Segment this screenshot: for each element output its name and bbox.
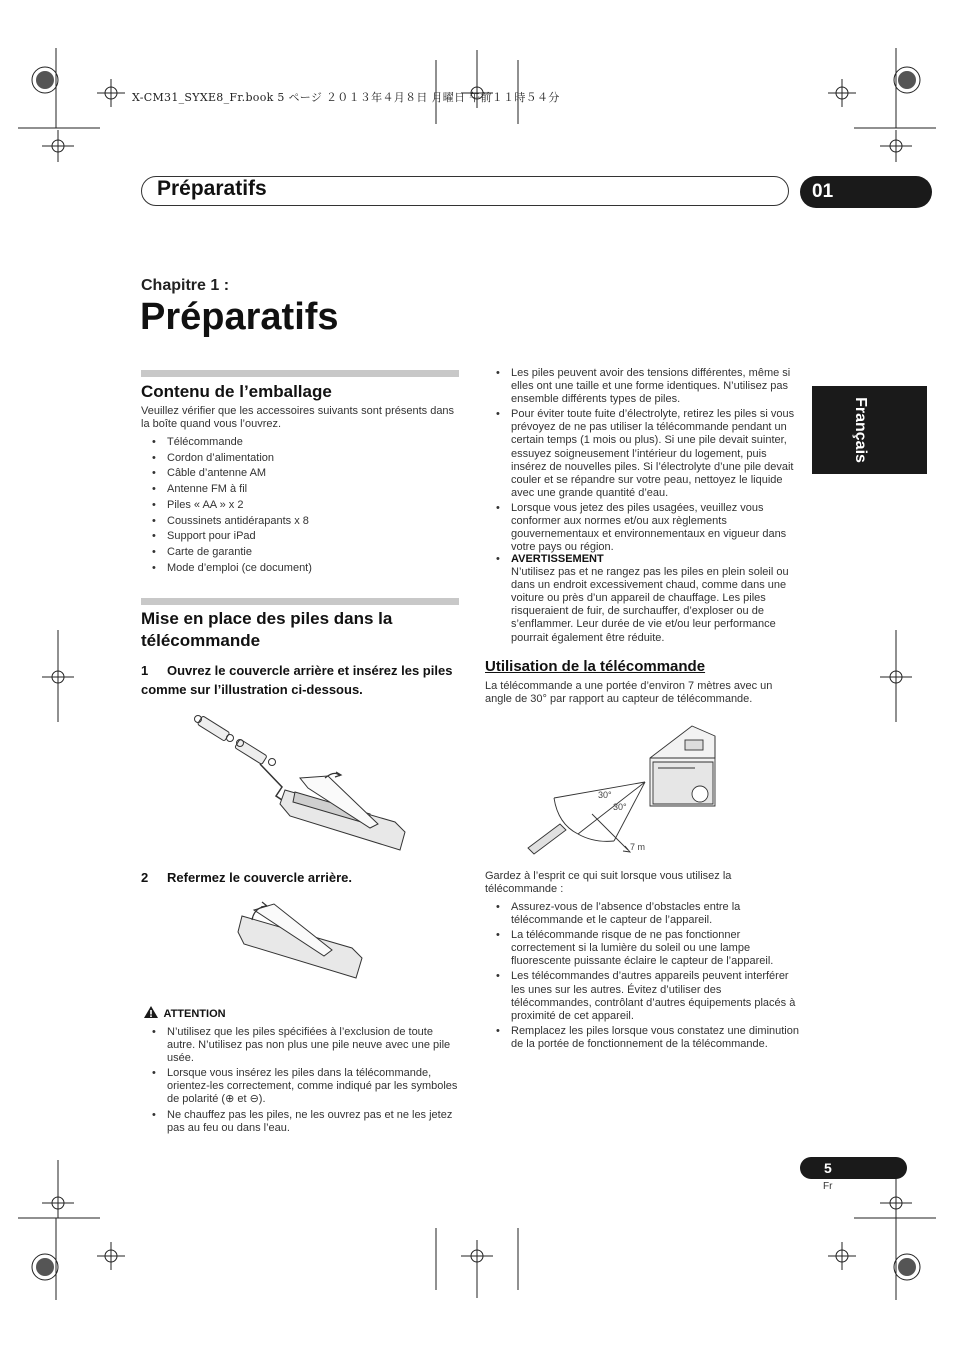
angle-label-1: 30° bbox=[598, 790, 612, 800]
remote-note-item: • La télécommande risque de ne pas fonctionner correctement si la lumière du soleil ou une lampe fluorescente puissante éclaire le capteur de l’appareil. bbox=[485, 929, 801, 968]
warning-triangle-icon bbox=[143, 1005, 159, 1019]
page-title: Préparatifs bbox=[140, 296, 339, 338]
chapter-label: Chapitre 1 : bbox=[141, 277, 230, 294]
step-2 bbox=[141, 868, 459, 887]
contents-item: • Piles « AA » x 2 bbox=[141, 498, 456, 514]
contents-item: • Support pour iPad bbox=[141, 529, 456, 545]
step-text: Ouvrez le couvercle arrière et insérez les piles comme sur l’illustration ci-dessous. bbox=[141, 663, 453, 697]
attention-block bbox=[141, 1004, 459, 1137]
language-tab-label: Français bbox=[852, 397, 869, 463]
remote-notes-list bbox=[485, 901, 801, 1053]
section-bar bbox=[141, 598, 459, 605]
step-text: Refermez le couvercle arrière. bbox=[167, 870, 352, 885]
attention-item: • Ne chauffez pas les piles, ne les ouvrez pas et ne les jetez pas au feu ou dans l’eau. bbox=[141, 1109, 459, 1135]
contents-item: • Câble d’antenne AM bbox=[141, 466, 456, 482]
batteries-heading: Mise en place des piles dans la télécommande bbox=[141, 609, 393, 650]
page-language: Fr bbox=[823, 1181, 833, 1192]
attention-label: ATTENTION bbox=[163, 1008, 226, 1020]
contents-item: • Antenne FM à fil bbox=[141, 482, 456, 498]
remote-note-item: • Assurez-vous de l’absence d’obstacles entre la télécommande et le capteur de l’appareil. bbox=[485, 901, 801, 927]
keep-in-mind-text: Gardez à l’esprit ce qui suit lorsque vous utilisez la télécommande : bbox=[485, 870, 732, 896]
step-number: 1 bbox=[141, 663, 149, 678]
distance-label: 7 m bbox=[630, 842, 646, 852]
remote-note-item: • Remplacez les piles lorsque vous constatez une diminution de la portée de fonctionnement de la télécommande. bbox=[485, 1025, 801, 1051]
language-tab bbox=[812, 386, 927, 474]
contents-item: • Mode d’emploi (ce document) bbox=[141, 561, 456, 577]
contents-item: • Carte de garantie bbox=[141, 545, 456, 561]
section-bar bbox=[141, 370, 459, 377]
chapter-number-badge: 01 bbox=[800, 176, 932, 208]
attention-item: • N’utilisez que les piles spécifiées à l’exclusion de toute autre. N’utilisez pas non plus une pile neuve avec une pile usée. bbox=[141, 1026, 459, 1065]
step-1 bbox=[141, 661, 459, 699]
cover-close-illustration bbox=[232, 896, 372, 986]
print-header: X-CM31_SYXE8_Fr.book 5 ページ ２０１３年４月８日 月曜日 午前１１時５４分 bbox=[132, 91, 560, 104]
warning-label: AVERTISSEMENT bbox=[511, 553, 604, 565]
warning-label-item bbox=[485, 553, 801, 566]
battery-info-item: • Les piles peuvent avoir des tensions différentes, même si elles ont une taille et une forme identiques. N’utilisez pas ensemble différents types de piles. bbox=[485, 367, 801, 406]
contents-item: • Coussinets antidérapants x 8 bbox=[141, 514, 456, 530]
contents-item: • Cordon d’alimentation bbox=[141, 451, 456, 467]
contents-heading: Contenu de l’emballage bbox=[141, 382, 332, 401]
angle-label-2: 30° bbox=[613, 802, 627, 812]
warning-text: N’utilisez pas et ne rangez pas les piles en plein soleil ou dans un endroit excessivement chaud, comme dans une voiture ou près d’un appareil de chauffage. Les piles risqueraient de fuir, de surchauffer, d’exploser ou de s’enflammer. Leur durée de vie et/ou leur performance pourrait également être réduite. bbox=[511, 566, 789, 644]
attention-list bbox=[141, 1026, 459, 1135]
battery-insertion-illustration bbox=[190, 712, 410, 857]
contents-list bbox=[141, 435, 456, 576]
remote-range-diagram bbox=[520, 716, 730, 866]
remote-use-heading: Utilisation de la télécommande bbox=[485, 658, 706, 675]
battery-info-item: • Pour éviter toute fuite d’électrolyte, retirez les piles si vous prévoyez de ne pas utiliser la télécommande pendant un certain temps (1 mois ou plus). Si une pile devait suinter, essuyez soigneusement l’intérieur du logement, puis insérez de nouvelles piles. Si l’électrolyte d’une pile devait couler et se répandre sur votre peau, nettoyez le liquide avec une grande quantité d’eau. bbox=[485, 408, 801, 500]
remote-note-item: • Les télécommandes d’autres appareils peuvent interférer les unes sur les autres. Évitez d’utiliser des télécommandes, contrôlant d’autres équipements placés à proximité de cet appareil. bbox=[485, 970, 801, 1022]
battery-info-list bbox=[485, 367, 801, 556]
warning-block bbox=[485, 553, 801, 645]
header-title: Préparatifs bbox=[157, 177, 267, 200]
remote-use-intro: La télécommande a une portée d’environ 7 mètres avec un angle de 30° par rapport au capteur de télécommande. bbox=[485, 680, 773, 706]
page-number: 5 bbox=[800, 1157, 907, 1179]
attention-item: • Lorsque vous insérez les piles dans la télécommande, orientez-les correctement, comme indiqué par les symboles de polarité (⊕ et ⊖). bbox=[141, 1067, 459, 1106]
contents-intro: Veuillez vérifier que les accessoires suivants sont présents dans la boîte quand vous l’ouvrez. bbox=[141, 405, 455, 431]
battery-info-item: • Lorsque vous jetez des piles usagées, veuillez vous conformer aux normes et/ou aux règlements gouvernementaux et environnementaux en vigueur dans votre pays ou région. bbox=[485, 502, 801, 554]
contents-item: • Télécommande bbox=[141, 435, 456, 451]
step-number: 2 bbox=[141, 870, 149, 885]
